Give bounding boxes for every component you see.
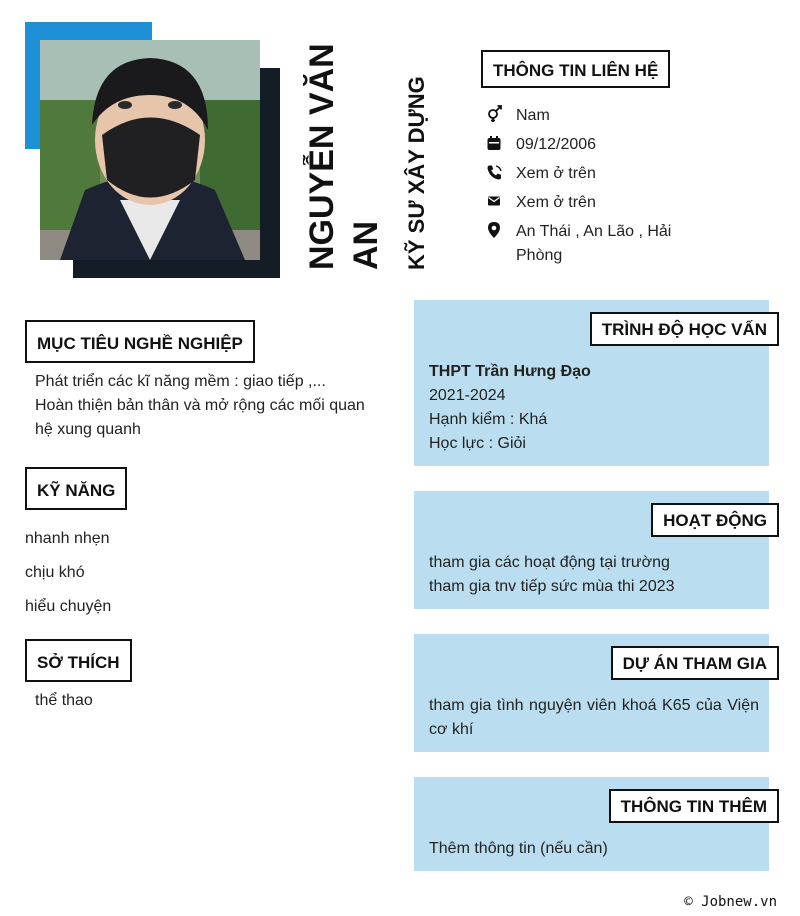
objective-line-1: Phát triển các kĩ năng mềm : giao tiếp ,... (35, 373, 326, 390)
contact-email-value: Xem ở trên (516, 194, 596, 211)
contact-gender (485, 104, 696, 128)
mail-icon (485, 192, 503, 210)
skill-item: chịu khó (25, 564, 85, 581)
extra-info-title: THÔNG TIN THÊM (609, 789, 779, 823)
gender-icon (485, 105, 503, 123)
contact-birthday-value: 09/12/2006 (516, 136, 597, 153)
education-academic: Học lực : Giỏi (429, 435, 526, 452)
job-title: KỸ SƯ XÂY DỰNG (404, 76, 429, 270)
extra-info-panel (414, 777, 769, 871)
projects-panel (414, 634, 769, 752)
contact-phone (485, 162, 696, 186)
education-school: THPT Trần Hưng Đạo (429, 363, 591, 380)
location-icon (485, 221, 503, 239)
skill-item: nhanh nhẹn (25, 530, 110, 547)
full-name (300, 40, 388, 270)
name-line-1: NGUYỄN VĂN (303, 43, 341, 270)
hobbies-title: SỞ THÍCH (25, 639, 132, 682)
objective-text (35, 370, 365, 442)
skill-item: hiểu chuyện (25, 598, 112, 615)
contact-title: THÔNG TIN LIÊN HỆ (481, 50, 670, 88)
activity-item: tham gia tnv tiếp sức mùa thi 2023 (429, 578, 675, 595)
education-years: 2021-2024 (429, 387, 506, 404)
contact-email (485, 191, 696, 215)
objective-line-2: Hoàn thiện bản thân và mở rộng các mối quan hệ xung quanh (35, 397, 365, 438)
contact-phone-value: Xem ở trên (516, 165, 596, 182)
contact-gender-value: Nam (516, 107, 550, 124)
extra-info-text: Thêm thông tin (nếu cần) (429, 840, 608, 857)
activities-panel (414, 491, 769, 609)
objective-title: MỤC TIÊU NGHỀ NGHIỆP (25, 320, 255, 363)
projects-text: tham gia tình nguyện viên khoá K65 của Viện cơ khí (429, 697, 759, 738)
projects-title: DỰ ÁN THAM GIA (611, 646, 779, 680)
contact-birthday (485, 133, 696, 157)
name-line-2: AN (347, 220, 385, 270)
phone-icon (485, 163, 503, 181)
footer-copyright: © Jobnew.vn (684, 894, 777, 910)
education-title: TRÌNH ĐỘ HỌC VẤN (590, 312, 779, 346)
contact-address-value: An Thái , An Lão , Hải Phòng (516, 223, 672, 264)
profile-photo (40, 40, 260, 260)
activity-item: tham gia các hoạt động tại trường (429, 554, 670, 571)
hobby-item: thể thao (35, 692, 93, 709)
education-panel (414, 300, 769, 466)
activities-title: HOẠT ĐỘNG (651, 503, 779, 537)
calendar-icon (485, 134, 503, 152)
contact-address (485, 220, 696, 268)
education-conduct: Hạnh kiểm : Khá (429, 411, 548, 428)
skills-title: KỸ NĂNG (25, 467, 127, 510)
